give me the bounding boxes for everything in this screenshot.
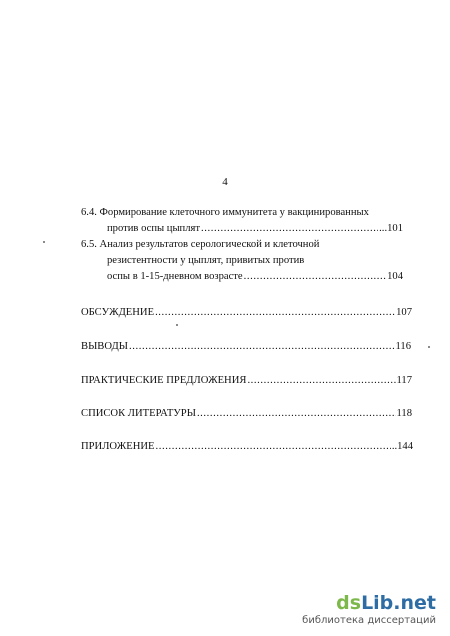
- scan-speck: [43, 241, 45, 243]
- page-number: 4: [222, 176, 228, 188]
- toc-entry-references: [81, 407, 412, 420]
- toc-entry-6-4-line1: 6.4. Формирование клеточного иммунитета у вакцинированных: [81, 207, 369, 218]
- toc-entry-6-5-line3: [107, 270, 403, 283]
- dot-leader: [244, 270, 386, 283]
- toc-entry-6-4-page: ...101: [379, 223, 403, 234]
- toc-entry-appendix-title: ПРИЛОЖЕНИЕ: [81, 441, 155, 452]
- dslib-logo: dsLib.net: [336, 592, 436, 614]
- toc-entry-6-4-title: против оспы цыплят: [107, 223, 201, 234]
- dot-leader: [247, 374, 395, 387]
- toc-entry-references-page: 118: [396, 408, 412, 419]
- toc-entry-discussion: [81, 306, 412, 319]
- dot-leader: [201, 222, 378, 235]
- toc-entry-discussion-title: ОБСУЖДЕНИЕ: [81, 307, 155, 318]
- toc-entry-discussion-page: 107: [396, 307, 412, 318]
- toc-entry-references-title: СПИСОК ЛИТЕРАТУРЫ: [81, 408, 196, 419]
- dot-leader: [156, 440, 391, 453]
- dot-leader: [155, 306, 395, 319]
- toc-entry-appendix: [81, 440, 413, 453]
- scan-speck: [428, 346, 430, 348]
- toc-entry-appendix-page: ..144: [391, 441, 413, 452]
- scan-speck: [176, 324, 178, 326]
- toc-entry-conclusions: [81, 340, 411, 353]
- toc-entry-conclusions-page: 116: [395, 341, 411, 352]
- toc-entry-conclusions-title: ВЫВОДЫ: [81, 341, 128, 352]
- toc-entry-6-5-title: оспы в 1-15-дневном возрасте: [107, 271, 243, 282]
- toc-entry-6-5-line2: резистентности у цыплят, привитых против: [107, 255, 305, 266]
- toc-entry-6-5-page: 104: [387, 271, 403, 282]
- toc-entry-practical-page: 117: [396, 375, 412, 386]
- toc-entry-6-5-line1: 6.5. Анализ результатов серологической и клеточной: [81, 239, 320, 250]
- dot-leader: [197, 407, 396, 420]
- toc-entry-practical: [81, 374, 412, 387]
- dslib-tagline: библиотека диссертаций: [302, 615, 436, 626]
- dot-leader: [129, 340, 395, 353]
- dslib-watermark: [286, 592, 436, 632]
- toc-entry-6-4-line2: [107, 222, 403, 235]
- toc-entry-practical-title: ПРАКТИЧЕСКИЕ ПРЕДЛОЖЕНИЯ: [81, 375, 247, 386]
